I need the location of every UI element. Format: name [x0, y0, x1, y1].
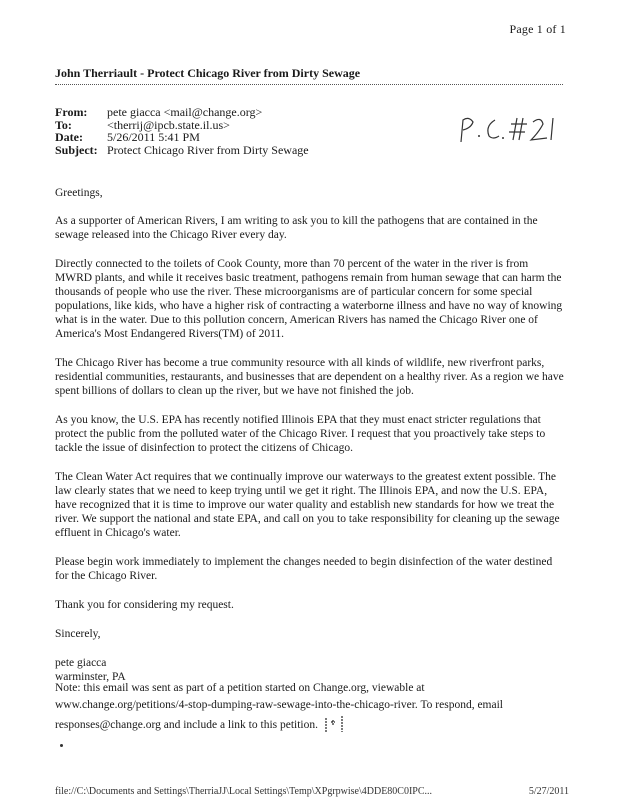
- document-header-title: John Therriault - Protect Chicago River from Dirty Sewage: [55, 66, 361, 80]
- print-footer: [55, 786, 575, 800]
- note-line-3-row: [55, 714, 567, 734]
- handwritten-stamp: [455, 112, 565, 146]
- to-label: To:: [55, 117, 72, 132]
- subject-row: [55, 144, 309, 157]
- from-row: [55, 106, 309, 119]
- to-value: <therrij@ipcb.state.il.us>: [107, 117, 230, 132]
- signature-place: warminster, PA: [55, 671, 126, 683]
- note-line-2: www.change.org/petitions/4-stop-dumping-raw-sewage-into-the-chicago-river. To respond, email: [55, 699, 503, 711]
- paragraph-6: Please begin work immediately to implement the changes needed to begin disinfection of the water destined for the Chicago River.: [55, 556, 553, 582]
- subject-value: Protect Chicago River from Dirty Sewage: [107, 142, 309, 157]
- from-label: From:: [55, 105, 88, 119]
- paragraph-1: As a supporter of American Rivers, I am writing to ask you to kill the pathogens that are contained in the sewage released into the Chicago River every day.: [55, 215, 538, 241]
- footer-date: 5/27/2011: [528, 786, 569, 797]
- signature-name: pete giacca: [55, 657, 107, 669]
- note-line-3: responses@change.org and include a link to this petition.: [55, 719, 319, 731]
- email-metadata: [55, 106, 309, 156]
- footer-file-path: file://C:\Documents and Settings\TherriaJJ\Local Settings\Temp\XPgrpwise\4DDE80C0IPC...: [55, 786, 433, 797]
- paragraph-4: As you know, the U.S. EPA has recently notified Illinois EPA that they must enact stricter regulations that protect the public from the polluted water of the Chicago River. I request that you proactively take steps to tackle the issue of disinfection to protect the citizens of Chicago.: [55, 414, 546, 454]
- from-value: pete giacca <mail@change.org>: [107, 105, 263, 119]
- paragraph-2: Directly connected to the toilets of Cook County, more than 70 percent of the water in the river is from MWRD plants, and while it receives basic treatment, pathogens remain from human sewage that can harm the thousands of people who use the river. These microorganisms are of particular concern for some special populations, like kids, who have a higher risk of contracting a waterborne illness and have no way of knowing what is in the water. Due to this pollution concern, American Rivers has named the Chicago River one of America's Most Endangered Rivers(TM) of 2011.: [55, 258, 563, 340]
- cursor-mark-icon: [322, 714, 346, 734]
- date-label: Date:: [55, 130, 83, 144]
- date-row: [55, 131, 309, 144]
- closing: Sincerely,: [55, 628, 101, 640]
- subject-label: Subject:: [55, 142, 98, 157]
- note-line-1: Note: this email was sent as part of a petition started on Change.org, viewable at: [55, 682, 425, 694]
- date-value: 5/26/2011 5:41 PM: [107, 130, 200, 144]
- paragraph-3: The Chicago River has become a true community resource with all kinds of wildlife, new riverfront parks, residential communities, restaurants, and businesses that are dependent on a healthy river. As a region we have spent billions of dollars to clean up the river, but we have not finished the job.: [55, 357, 564, 397]
- header-divider: [55, 84, 563, 85]
- page-number: Page 1 of 1: [509, 22, 566, 36]
- paragraph-7: Thank you for considering my request.: [55, 599, 234, 611]
- greeting: Greetings,: [55, 187, 103, 199]
- petition-note: [55, 680, 567, 734]
- scan-speck: [60, 744, 63, 747]
- paragraph-5: The Clean Water Act requires that we continually improve our waterways to the greatest extent possible. The law clearly states that we need to keep trying until we get it right. The Illinois EPA, and now the U.S. EPA, have recognized that it is time to improve our water quality and establish new standards for how we treat the river. We support the national and state EPA, and call on you to take responsibility for cleaning up the sewage effluent in Chicago's water.: [55, 471, 560, 539]
- email-body: [55, 186, 567, 684]
